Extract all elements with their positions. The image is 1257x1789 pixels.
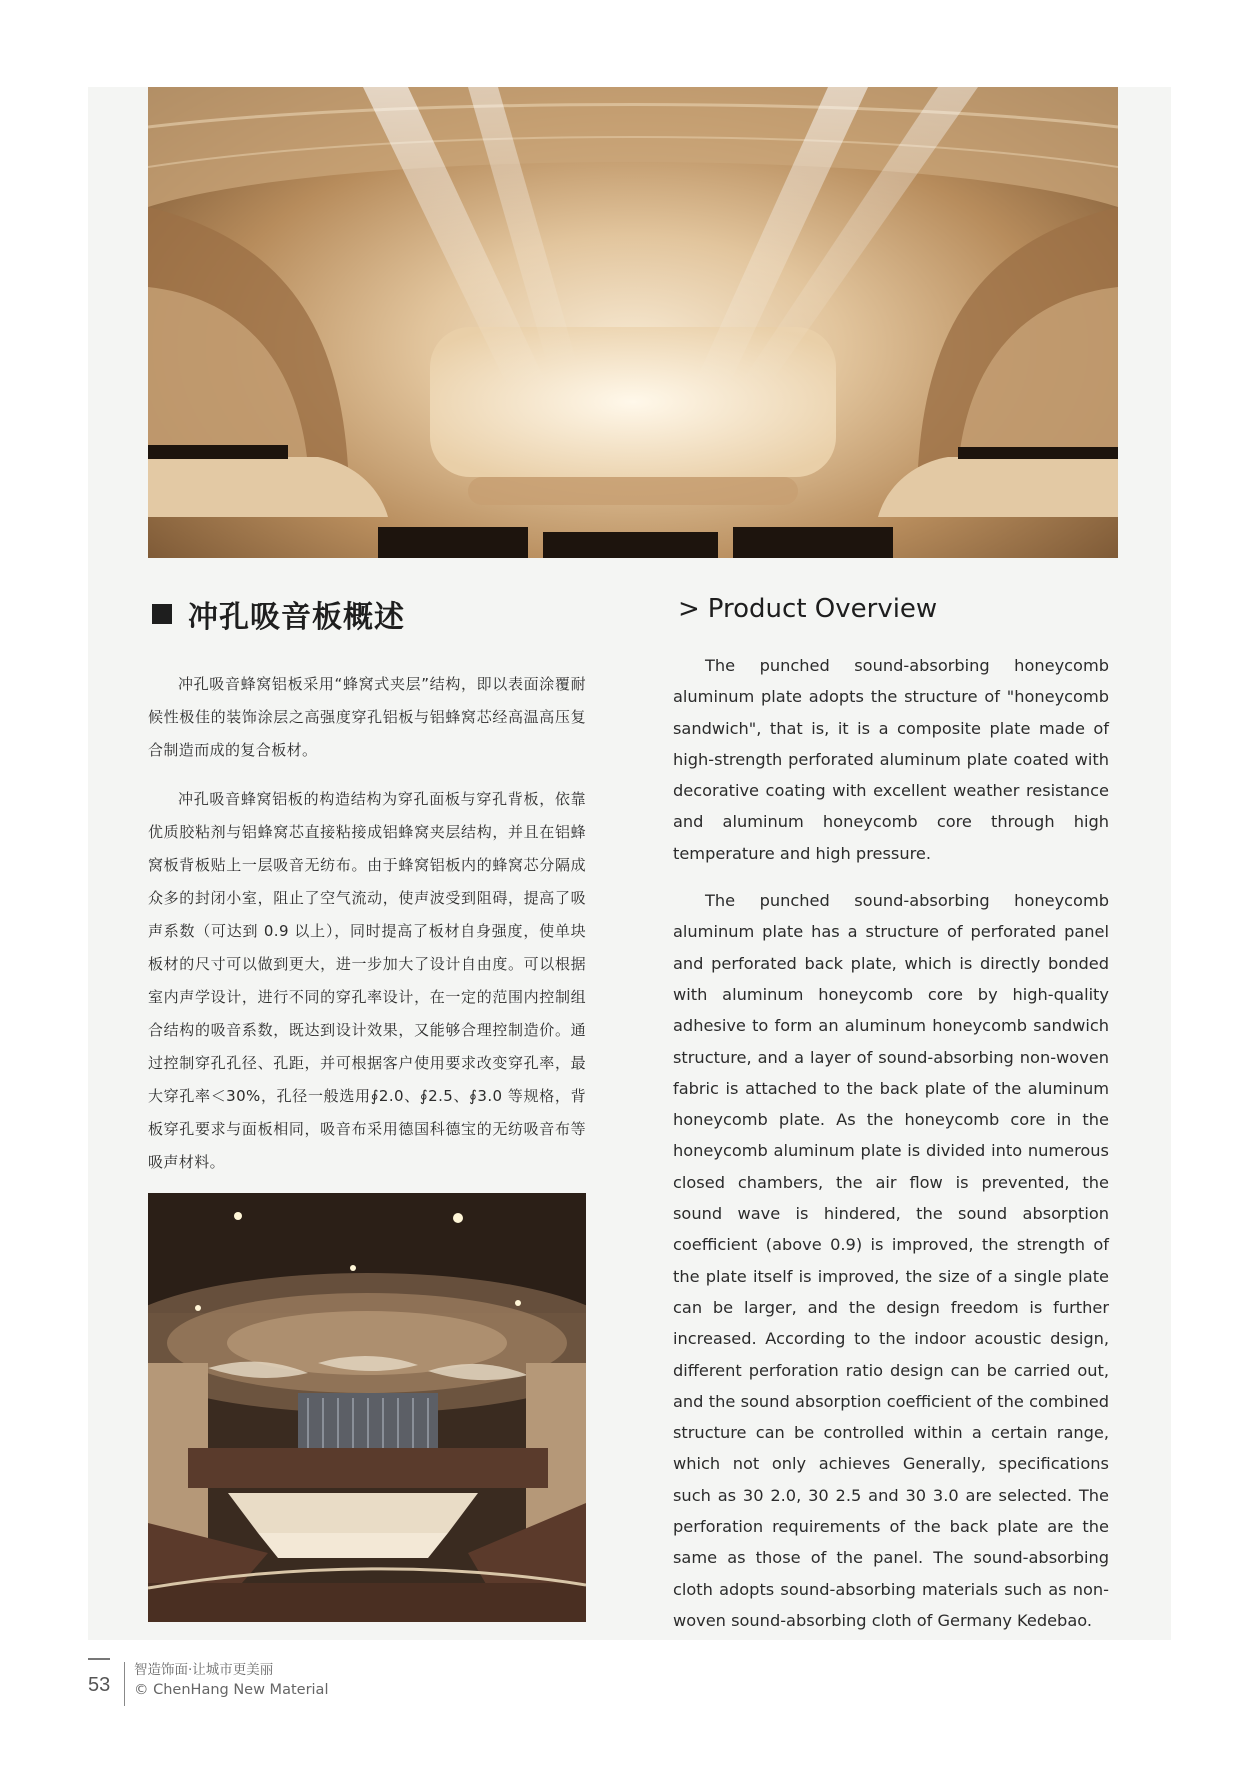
chevron-right-icon: > [678, 594, 700, 624]
section-heading-en [678, 594, 937, 624]
cn-paragraph: 冲孔吸音蜂窝铝板采用“蜂窝式夹层”结构，即以表面涂覆耐候性极佳的装饰涂层之高强度穿孔铝板与铝蜂窝芯经高温高压复合制造而成的复合板材。 [148, 675, 586, 759]
auditorium-interior-photo [148, 1193, 586, 1622]
square-bullet-icon [152, 604, 172, 624]
section-heading-cn [152, 592, 405, 636]
footer-slogan: 智造饰面·让城市更美丽 [134, 1662, 274, 1678]
hero-concert-hall-photo [148, 87, 1118, 558]
en-body-text [673, 650, 1109, 1652]
cn-paragraph: 冲孔吸音蜂窝铝板的构造结构为穿孔面板与穿孔背板，依靠优质胶粘剂与铝蜂窝芯直接粘接成铝蜂窝夹层结构，并且在铝蜂窝板背板贴上一层吸音无纺布。由于蜂窝铝板内的蜂窝芯分隔成众多的封闭小室，阻止了空气流动，使声波受到阻碍，提高了吸声系数（可达到 0.9 以上），同时提高了板材自身强度，使单块板材的尺寸可以做到更大，进一步加大了设计自由度。可以根据室内声学设计，进行不同的穿孔率设计，在一定的范围内控制组合结构的吸音系数，既达到设计效果，又能够合理控制造价。通过控制穿孔孔径、孔距，并可根据客户使用要求改变穿孔率，最大穿孔率＜30%，孔径一般选用∮2.0、∮2.5、∮3.0 等规格，背板穿孔要求与面板相同，吸音布采用德国科德宝的无纺吸音布等吸声材料。 [148, 790, 586, 1171]
en-paragraph: The punched sound-absorbing honeycomb aluminum plate adopts the structure of "honeycomb sandwich", that is, it is a composite plate made of high-strength perforated aluminum plate coated with decorative coating with excellent weather resistance and aluminum honeycomb core through high temperature and high pressure. [673, 656, 1109, 863]
page-number-dash [88, 1658, 110, 1660]
footer-copyright: © ChenHang New Material [134, 1682, 329, 1698]
heading-cn-text: 冲孔吸音板概述 [188, 600, 405, 635]
cn-body-text [148, 668, 586, 1195]
footer-divider [124, 1662, 125, 1706]
heading-en-text: Product Overview [707, 594, 938, 624]
en-paragraph: The punched sound-absorbing honeycomb aluminum plate has a structure of perforated panel and perforated back plate, which is directly bonded with aluminum honeycomb core by high-quality adhesive to form an aluminum honeycomb sandwich structure, and a layer of sound-absorbing non-woven fabric is attached to the back plate of the aluminum honeycomb plate. As the honeycomb core in the honeycomb aluminum plate is divided into numerous closed chambers, the air flow is prevented, the sound wave is hindered, the sound absorption coefficient (above 0.9) is improved, the strength of the plate itself is improved, the size of a single plate can be larger, and the design freedom is further increased. According to the indoor acoustic design, different perforation ratio design can be carried out, and the sound absorption coefficient of the combined structure can be controlled within a certain range, which not only achieves Generally, specifications such as 30 2.0, 30 2.5 and 30 3.0 are selected. The perforation requirements of the back plate are the same as those of the panel. The sound-absorbing cloth adopts sound-absorbing materials such as non-woven sound-absorbing cloth of Germany Kedebao. [673, 891, 1109, 1630]
page-number: 53 [88, 1674, 111, 1696]
